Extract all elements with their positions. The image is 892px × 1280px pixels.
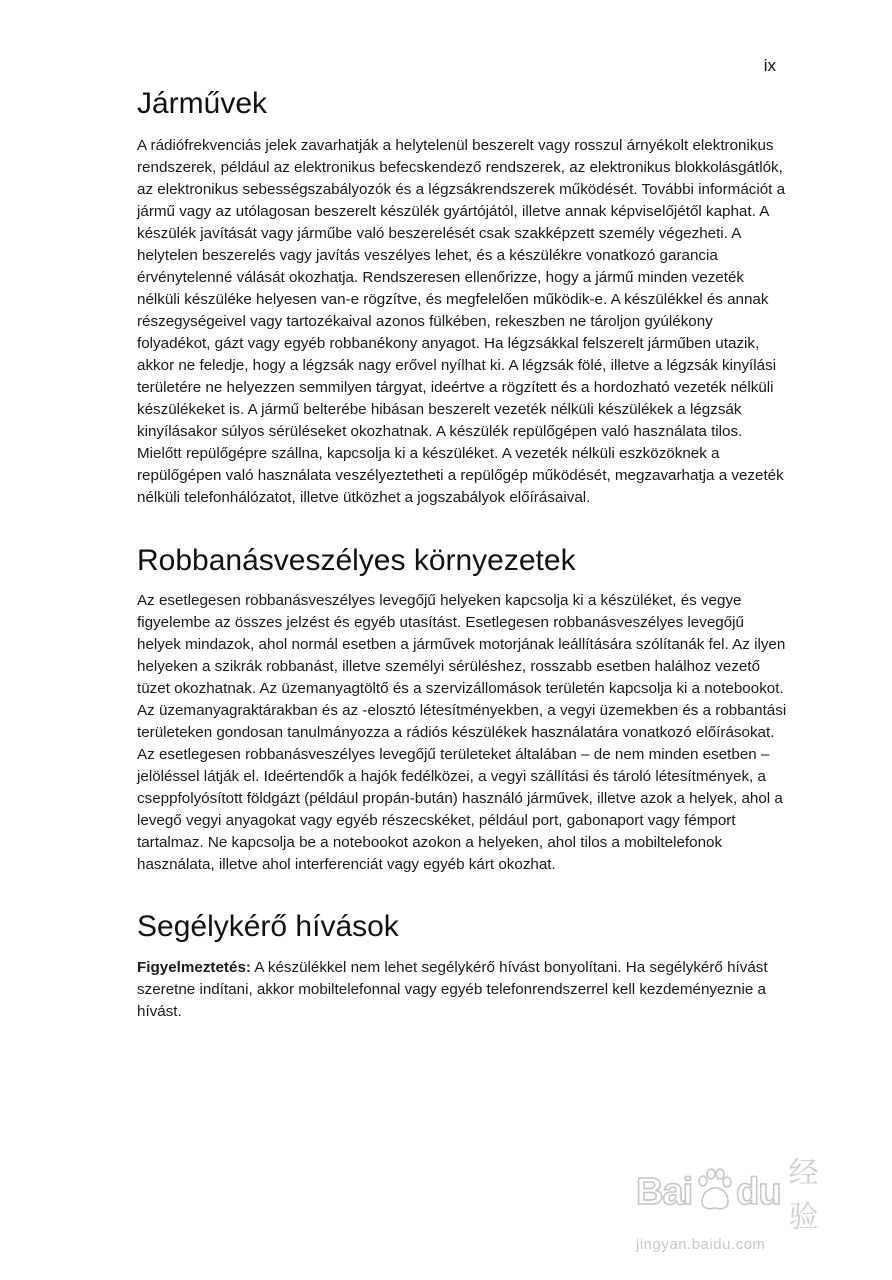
baidu-jingyan-watermark (636, 1148, 846, 1258)
watermark-logo-text-right: du (736, 1170, 781, 1213)
watermark-logo-text-left: Bai (636, 1170, 693, 1213)
section-heading-explosive-environments: Robbanásveszélyes környezetek (137, 544, 576, 577)
watermark-brand: 经验 (788, 1157, 819, 1234)
document-body (137, 84, 787, 1023)
section-text-emergency-calls (137, 957, 787, 1023)
paw-icon (694, 1168, 734, 1217)
section-heading-emergency-calls: Segélykérő hívások (137, 910, 399, 943)
page-number: ix (763, 56, 776, 75)
warning-label: Figyelmeztetés: (137, 959, 251, 976)
section-text-vehicles: A rádiófrekvenciás jelek zavarhatják a helytelenül beszerelt vagy rosszul árnyékolt elektronikus rendszerek, például az elektronikus befecskendező rendszerek, az elektronikus blokkolásgátlók, az elektronikus sebességszabályozók és a légzsákrendszerek működését. További információt a jármű vagy az utólagosan beszerelt készülék gyártójától, illetve annak képviselőjétől kaphat. A készülék javítását vagy járműbe való beszerelését csak szakképzett személy végezheti. A helytelen beszerelés vagy javítás veszélyes lehet, és a készülékre vonatkozó garancia érvénytelenné válását okozhatja. Rendszeresen ellenőrizze, hogy a jármű minden vezeték nélküli készüléke helyesen van-e rögzítve, és megfelelően működik-e. A készülékkel és annak részegységeivel vagy tartozékaival azonos fülkében, rekeszben ne tároljon gyúlékony folyadékot, gázt vagy egyéb robbanékony anyagot. Ha légzsákkal felszerelt járműben utazik, akkor ne feledje, hogy a légzsák nagy erővel nyílhat ki. A légzsák fölé, illetve a légzsák kinyílási területére ne helyezzen semmilyen tárgyat, ideértve a rögzített és a hordozható vezeték nélküli készülékeket is. A jármű belterébe hibásan beszerelt vezeték nélküli készülékek a légzsák kinyílásakor súlyos sérüléseket okozhatnak. A készülék repülőgépen való használata tilos. Mielőtt repülőgépre szállna, kapcsolja ki a készüléket. A vezeték nélküli eszközöknek a repülőgépen való használata veszélyeztetheti a repülőgép működését, megzavarhatja a vezeték nélküli telefonhálózatot, illetve ütközhet a jogszabályok előírásaival. (137, 137, 786, 506)
section-text-explosive-environments: Az esetlegesen robbanásveszélyes levegőjű helyeken kapcsolja ki a készüléket, és vegye figyelembe az összes jelzést és egyéb utasítást. Esetlegesen robbanásveszélyes levegőjű helyek mindazok, ahol normál esetben a járművek motorjának leállítására szólítanák fel. Az ilyen helyeken a szikrák robbanást, illetve személyi sérüléshez, rosszabb esetben halálhoz vezető tüzet okozhatnak. Az üzemanyagtöltő és a szervizállomások területén kapcsolja ki a notebookot. Az üzemanyagraktárakban és az -elosztó létesítményekben, a vegyi üzemekben és a robbantási területeken gondosan tanulmányozza a rádiós készülékek használatára vonatkozó előírásokat. Az esetlegesen robbanásveszélyes levegőjű területeket általában – de nem minden esetben – jelöléssel látják el. Ideértendők a hajók fedélközei, a vegyi szállítási és tároló létesítmények, a cseppfolyósított földgázt (például propán-bután) használó járművek, illetve azok a helyek, ahol a levegő vegyi anyagokat vagy egyéb részecskéket, például port, gabonaport vagy fémport tartalmaz. Ne kapcsolja be a notebookot azokon a helyeken, ahol tilos a mobiltelefonok használata, illetve ahol interferenciát vagy egyéb kárt okozhat. (137, 592, 787, 873)
warning-text: A készülékkel nem lehet segélykérő hívást bonyolítani. Ha segélykérő hívást szeretne indítani, akkor mobiltelefonnal vagy egyéb telefonrendszerrel kell kezdeményeznie a hívást. (137, 959, 768, 1020)
section-heading-vehicles: Járművek (137, 87, 268, 120)
watermark-url: jingyan.baidu.com (636, 1236, 766, 1253)
